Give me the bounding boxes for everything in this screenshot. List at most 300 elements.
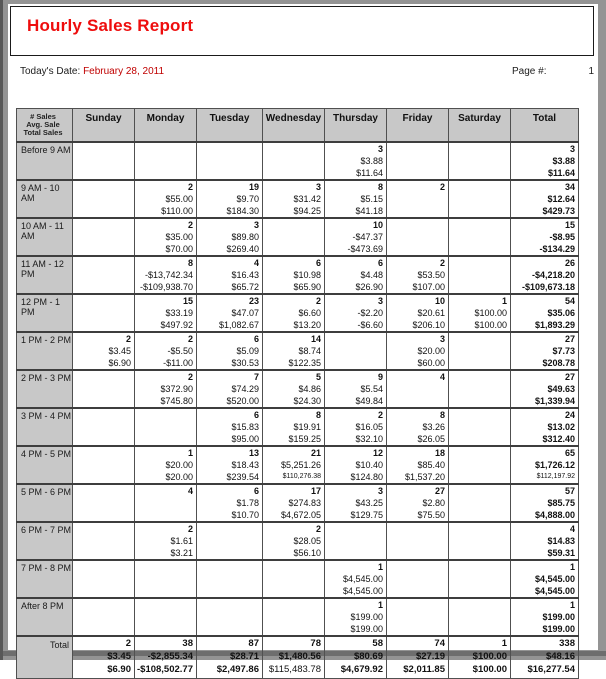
data-cell	[135, 560, 197, 598]
num-sales-value	[449, 561, 510, 573]
num-sales-value	[263, 219, 324, 231]
title-box	[10, 6, 594, 56]
total-sales-value: -$109,673.18	[521, 282, 575, 292]
avg-sale-value: -$2,855.34	[147, 651, 193, 662]
num-sales-value: 27	[564, 372, 575, 382]
avg-sale-value: $10.98	[293, 270, 321, 280]
avg-sale-value	[263, 155, 324, 167]
avg-sale-value	[387, 535, 448, 547]
data-cell	[511, 370, 579, 408]
num-sales-value: 8	[315, 410, 321, 420]
avg-sale-value	[387, 573, 448, 585]
num-sales-value: 27	[434, 486, 445, 496]
data-cell	[325, 370, 387, 408]
row-label: 6 PM - 7 PM	[17, 522, 73, 560]
table-row	[17, 218, 579, 256]
num-sales-value: 2	[187, 372, 193, 382]
data-cell	[73, 636, 135, 678]
num-sales-value: 3	[315, 182, 321, 192]
num-sales-value	[197, 599, 262, 611]
data-cell	[73, 294, 135, 332]
total-sales-value	[73, 547, 134, 559]
num-sales-value	[325, 333, 386, 345]
data-cell	[511, 294, 579, 332]
data-cell	[263, 370, 325, 408]
data-cell	[197, 256, 263, 294]
avg-sale-value	[387, 231, 448, 243]
total-sales-value	[135, 509, 196, 521]
total-sales-value: $13.20	[293, 320, 321, 330]
avg-sale-value: $4,545.00	[342, 574, 383, 584]
data-cell	[449, 180, 511, 218]
page-number-label: Page #:	[512, 66, 547, 77]
total-sales-value: -$473.69	[347, 244, 383, 254]
total-sales-value	[387, 167, 448, 179]
num-sales-value: 12	[372, 448, 383, 458]
total-sales-value: $16,277.54	[527, 664, 575, 675]
data-cell	[387, 598, 449, 636]
avg-sale-value: $5.09	[236, 346, 259, 356]
num-sales-value: 2	[315, 524, 321, 534]
total-sales-value	[73, 395, 134, 407]
avg-sale-value	[73, 269, 134, 281]
num-sales-value	[73, 523, 134, 535]
num-sales-value	[325, 523, 386, 535]
total-sales-value	[135, 585, 196, 597]
total-sales-value: $115,483.78	[268, 664, 321, 675]
num-sales-value	[263, 599, 324, 611]
total-sales-value: $32.10	[355, 434, 383, 444]
total-sales-value	[197, 167, 262, 179]
data-cell	[511, 522, 579, 560]
avg-sale-value: $85.40	[417, 460, 445, 470]
num-sales-value	[197, 561, 262, 573]
total-sales-value	[73, 433, 134, 445]
num-sales-value	[449, 181, 510, 193]
data-cell	[263, 446, 325, 484]
num-sales-value	[263, 561, 324, 573]
avg-sale-value: $1.61	[170, 536, 193, 546]
total-sales-value: $2,011.85	[403, 664, 445, 675]
avg-sale-value: $8.74	[298, 346, 321, 356]
total-sales-value: $10.70	[231, 510, 259, 520]
num-sales-value	[449, 371, 510, 383]
data-cell	[197, 522, 263, 560]
data-cell	[387, 484, 449, 522]
avg-sale-value: $20.00	[165, 460, 193, 470]
column-header: Total	[511, 109, 579, 143]
num-sales-value: 54	[564, 296, 575, 306]
num-sales-value	[135, 599, 196, 611]
avg-sale-value	[135, 421, 196, 433]
data-cell	[449, 218, 511, 256]
data-cell	[325, 180, 387, 218]
data-cell	[135, 522, 197, 560]
avg-sale-value: $12.64	[547, 194, 575, 204]
avg-sale-value	[73, 307, 134, 319]
table-row	[17, 332, 579, 370]
avg-sale-value	[387, 383, 448, 395]
avg-sale-value: $4.48	[360, 270, 383, 280]
data-cell	[449, 446, 511, 484]
total-sales-value: $65.72	[231, 282, 259, 292]
num-sales-value	[449, 333, 510, 345]
data-cell	[135, 218, 197, 256]
total-sales-value: $24.30	[293, 396, 321, 406]
num-sales-value: 78	[310, 638, 321, 649]
avg-sale-value: $1,726.12	[534, 460, 575, 470]
avg-sale-value: -$5.50	[167, 346, 193, 356]
data-cell	[325, 408, 387, 446]
avg-sale-value	[197, 611, 262, 623]
data-cell	[325, 636, 387, 678]
row-label: 10 AM - 11 AM	[17, 218, 73, 256]
data-cell	[73, 560, 135, 598]
data-cell	[197, 560, 263, 598]
num-sales-value: 3	[377, 296, 383, 306]
total-sales-value	[387, 547, 448, 559]
num-sales-value	[73, 181, 134, 193]
row-label: 1 PM - 2 PM	[17, 332, 73, 370]
column-header: Thursday	[325, 109, 387, 143]
total-sales-value	[449, 585, 510, 597]
table-row	[17, 598, 579, 636]
column-header: Tuesday	[197, 109, 263, 143]
data-cell	[73, 370, 135, 408]
num-sales-value	[73, 143, 134, 155]
total-sales-value: $107.00	[412, 282, 445, 292]
avg-sale-value: $33.19	[165, 308, 193, 318]
avg-sale-value: $85.75	[547, 498, 575, 508]
row-label: 11 AM - 12 PM	[17, 256, 73, 294]
total-sales-value: $124.80	[350, 472, 383, 482]
total-sales-value	[449, 357, 510, 369]
total-sales-value: $3.21	[170, 548, 193, 558]
total-sales-value	[449, 471, 510, 483]
total-sales-value	[325, 547, 386, 559]
avg-sale-value: $55.00	[165, 194, 193, 204]
total-sales-value: $199.00	[350, 624, 383, 634]
total-sales-value	[449, 167, 510, 179]
total-sales-value: $112,197.92	[536, 473, 575, 480]
num-sales-value	[135, 409, 196, 421]
data-cell	[135, 370, 197, 408]
avg-sale-value	[197, 535, 262, 547]
avg-sale-value	[73, 535, 134, 547]
num-sales-value: 2	[439, 182, 445, 192]
data-cell	[387, 636, 449, 678]
data-cell	[387, 370, 449, 408]
data-cell	[449, 256, 511, 294]
page-number-value: 1	[588, 66, 594, 77]
num-sales-value	[197, 523, 262, 535]
total-sales-value: $129.75	[350, 510, 383, 520]
data-cell	[449, 294, 511, 332]
avg-sale-value: $16.05	[355, 422, 383, 432]
avg-sale-value: $274.83	[288, 498, 321, 508]
total-sales-value: $206.10	[412, 320, 445, 330]
avg-sale-value: $35.06	[547, 308, 575, 318]
avg-sale-value: $49.63	[547, 384, 575, 394]
avg-sale-value	[197, 155, 262, 167]
total-sales-value	[387, 395, 448, 407]
num-sales-value: 1	[187, 448, 193, 458]
num-sales-value	[449, 523, 510, 535]
data-cell	[135, 408, 197, 446]
table-row	[17, 522, 579, 560]
avg-sale-value	[73, 193, 134, 205]
avg-sale-value: $9.70	[236, 194, 259, 204]
avg-sale-value: $89.80	[231, 232, 259, 242]
table-row	[17, 370, 579, 408]
total-sales-value	[449, 433, 510, 445]
data-cell	[263, 408, 325, 446]
avg-sale-value: $16.43	[231, 270, 259, 280]
avg-sale-value: $6.60	[298, 308, 321, 318]
data-cell	[325, 598, 387, 636]
num-sales-value: 6	[377, 258, 383, 268]
total-sales-value: $159.25	[288, 434, 321, 444]
num-sales-value	[449, 257, 510, 269]
total-sales-value	[387, 623, 448, 635]
num-sales-value: 2	[439, 258, 445, 268]
total-sales-value: $30.53	[231, 358, 259, 368]
window-edge-left	[0, 0, 3, 660]
data-cell	[73, 142, 135, 180]
table-row	[17, 180, 579, 218]
total-sales-value	[263, 243, 324, 255]
avg-sale-value: $199.00	[350, 612, 383, 622]
num-sales-value	[73, 409, 134, 421]
total-sales-value: $26.05	[417, 434, 445, 444]
total-sales-value: $1,537.20	[404, 472, 445, 482]
report-title: Hourly Sales Report	[27, 16, 194, 35]
total-sales-value: $65.90	[293, 282, 321, 292]
total-sales-value: $59.31	[547, 548, 575, 558]
data-cell	[73, 408, 135, 446]
num-sales-value: 7	[253, 372, 259, 382]
total-sales-value: -$6.60	[357, 320, 383, 330]
total-sales-value	[135, 433, 196, 445]
data-cell	[73, 256, 135, 294]
num-sales-value	[449, 485, 510, 497]
avg-sale-value: -$4,218.20	[531, 270, 575, 280]
row-label: 12 PM - 1 PM	[17, 294, 73, 332]
num-sales-value: 1	[501, 296, 507, 306]
num-sales-value: 2	[125, 334, 131, 344]
avg-sale-value	[449, 231, 510, 243]
num-sales-value	[263, 143, 324, 155]
avg-sale-value: $4,545.00	[534, 574, 575, 584]
avg-sale-value	[73, 155, 134, 167]
num-sales-value: 57	[564, 486, 575, 496]
data-cell	[263, 256, 325, 294]
data-cell	[135, 636, 197, 678]
total-sales-value: $20.00	[165, 472, 193, 482]
num-sales-value: 8	[377, 182, 383, 192]
num-sales-value: 3	[377, 144, 383, 154]
total-sales-value: $429.73	[542, 206, 575, 216]
corner-line: # Sales	[30, 112, 56, 121]
num-sales-value	[449, 143, 510, 155]
total-sales-value	[73, 509, 134, 521]
data-cell	[135, 142, 197, 180]
avg-sale-value: $2.80	[422, 498, 445, 508]
row-label: 3 PM - 4 PM	[17, 408, 73, 446]
avg-sale-value: $3.88	[360, 156, 383, 166]
num-sales-value	[449, 219, 510, 231]
avg-sale-value	[73, 383, 134, 395]
row-label: Before 9 AM	[17, 142, 73, 180]
data-cell	[197, 446, 263, 484]
total-sales-value: $239.54	[226, 472, 259, 482]
total-sales-value: $100.00	[472, 664, 507, 675]
row-label: 9 AM - 10 AM	[17, 180, 73, 218]
data-cell	[449, 522, 511, 560]
column-header: Wednesday	[263, 109, 325, 143]
total-sales-value: $1,082.67	[218, 320, 259, 330]
num-sales-value: 34	[564, 182, 575, 192]
total-sales-value	[449, 205, 510, 217]
num-sales-value: 1	[377, 600, 383, 610]
avg-sale-value	[325, 535, 386, 547]
data-cell	[263, 522, 325, 560]
avg-sale-value: $10.40	[355, 460, 383, 470]
data-cell	[73, 180, 135, 218]
avg-sale-value	[135, 573, 196, 585]
avg-sale-value	[449, 421, 510, 433]
date-value: February 28, 2011	[83, 66, 165, 77]
avg-sale-value: $100.00	[474, 308, 507, 318]
data-cell	[387, 218, 449, 256]
total-sales-value: $75.50	[417, 510, 445, 520]
num-sales-value: 10	[434, 296, 445, 306]
data-cell	[135, 332, 197, 370]
row-label: 4 PM - 5 PM	[17, 446, 73, 484]
avg-sale-value	[135, 155, 196, 167]
num-sales-value	[135, 143, 196, 155]
total-sales-value: $110,276.38	[282, 473, 321, 480]
num-sales-value: 2	[187, 334, 193, 344]
table-row	[17, 408, 579, 446]
data-cell	[325, 256, 387, 294]
total-sales-value	[197, 585, 262, 597]
avg-sale-value	[449, 497, 510, 509]
data-cell	[387, 142, 449, 180]
total-sales-value: $745.80	[160, 396, 193, 406]
data-cell	[387, 180, 449, 218]
avg-sale-value	[387, 611, 448, 623]
row-label: After 8 PM	[17, 598, 73, 636]
avg-sale-value: -$13,742.34	[144, 270, 193, 280]
num-sales-value	[387, 599, 448, 611]
avg-sale-value: $4.86	[298, 384, 321, 394]
data-cell	[325, 294, 387, 332]
data-cell	[449, 598, 511, 636]
avg-sale-value: $1.78	[236, 498, 259, 508]
num-sales-value: 1	[377, 562, 383, 572]
num-sales-value: 24	[564, 410, 575, 420]
total-sales-value: $95.00	[231, 434, 259, 444]
num-sales-value	[73, 371, 134, 383]
total-sales-value	[449, 281, 510, 293]
avg-sale-value: $3.88	[552, 156, 575, 166]
total-sales-value: $70.00	[165, 244, 193, 254]
row-label: 5 PM - 6 PM	[17, 484, 73, 522]
data-cell	[135, 446, 197, 484]
avg-sale-value	[263, 573, 324, 585]
num-sales-value: 15	[182, 296, 193, 306]
data-cell	[197, 408, 263, 446]
num-sales-value	[449, 447, 510, 459]
data-cell	[511, 446, 579, 484]
total-sales-value: $184.30	[226, 206, 259, 216]
data-cell	[197, 142, 263, 180]
total-sales-value	[449, 547, 510, 559]
data-cell	[263, 332, 325, 370]
avg-sale-value	[263, 231, 324, 243]
column-header: Sunday	[73, 109, 135, 143]
data-cell	[197, 180, 263, 218]
data-cell	[449, 370, 511, 408]
num-sales-value: 1	[569, 562, 575, 572]
total-sales-value: $94.25	[293, 206, 321, 216]
avg-sale-value: $3.45	[108, 346, 131, 356]
data-cell	[325, 522, 387, 560]
corner-line: Avg. Sale	[26, 120, 60, 129]
avg-sale-value	[73, 611, 134, 623]
total-sales-value: $520.00	[226, 396, 259, 406]
total-sales-value: $49.84	[355, 396, 383, 406]
avg-sale-value: $1,480.56	[278, 651, 321, 662]
num-sales-value: 23	[248, 296, 259, 306]
num-sales-value: 8	[439, 410, 445, 420]
avg-sale-value	[449, 383, 510, 395]
total-sales-value	[73, 243, 134, 255]
total-sales-value: $4,545.00	[534, 586, 575, 596]
num-sales-value: 3	[569, 144, 575, 154]
num-sales-value: 3	[253, 220, 259, 230]
avg-sale-value: $14.83	[547, 536, 575, 546]
total-sales-value: $1,339.94	[534, 396, 575, 406]
data-cell	[197, 598, 263, 636]
data-cell	[263, 560, 325, 598]
num-sales-value: 2	[125, 638, 131, 649]
data-cell	[325, 560, 387, 598]
data-cell	[197, 636, 263, 678]
avg-sale-value	[449, 611, 510, 623]
num-sales-value: 19	[248, 182, 259, 192]
data-cell	[387, 446, 449, 484]
avg-sale-value	[387, 193, 448, 205]
date-label: Today's Date:	[20, 66, 81, 77]
num-sales-value: 338	[559, 638, 575, 649]
avg-sale-value	[449, 459, 510, 471]
data-cell	[263, 294, 325, 332]
total-sales-value	[73, 623, 134, 635]
avg-sale-value	[449, 573, 510, 585]
total-sales-value: $6.90	[107, 664, 131, 675]
avg-sale-value	[449, 269, 510, 281]
data-cell	[511, 180, 579, 218]
data-cell	[197, 370, 263, 408]
num-sales-value	[73, 447, 134, 459]
total-sales-value	[449, 395, 510, 407]
data-cell	[263, 142, 325, 180]
avg-sale-value: $20.00	[417, 346, 445, 356]
total-sales-value: $41.18	[355, 206, 383, 216]
avg-sale-value: $100.00	[472, 651, 507, 662]
